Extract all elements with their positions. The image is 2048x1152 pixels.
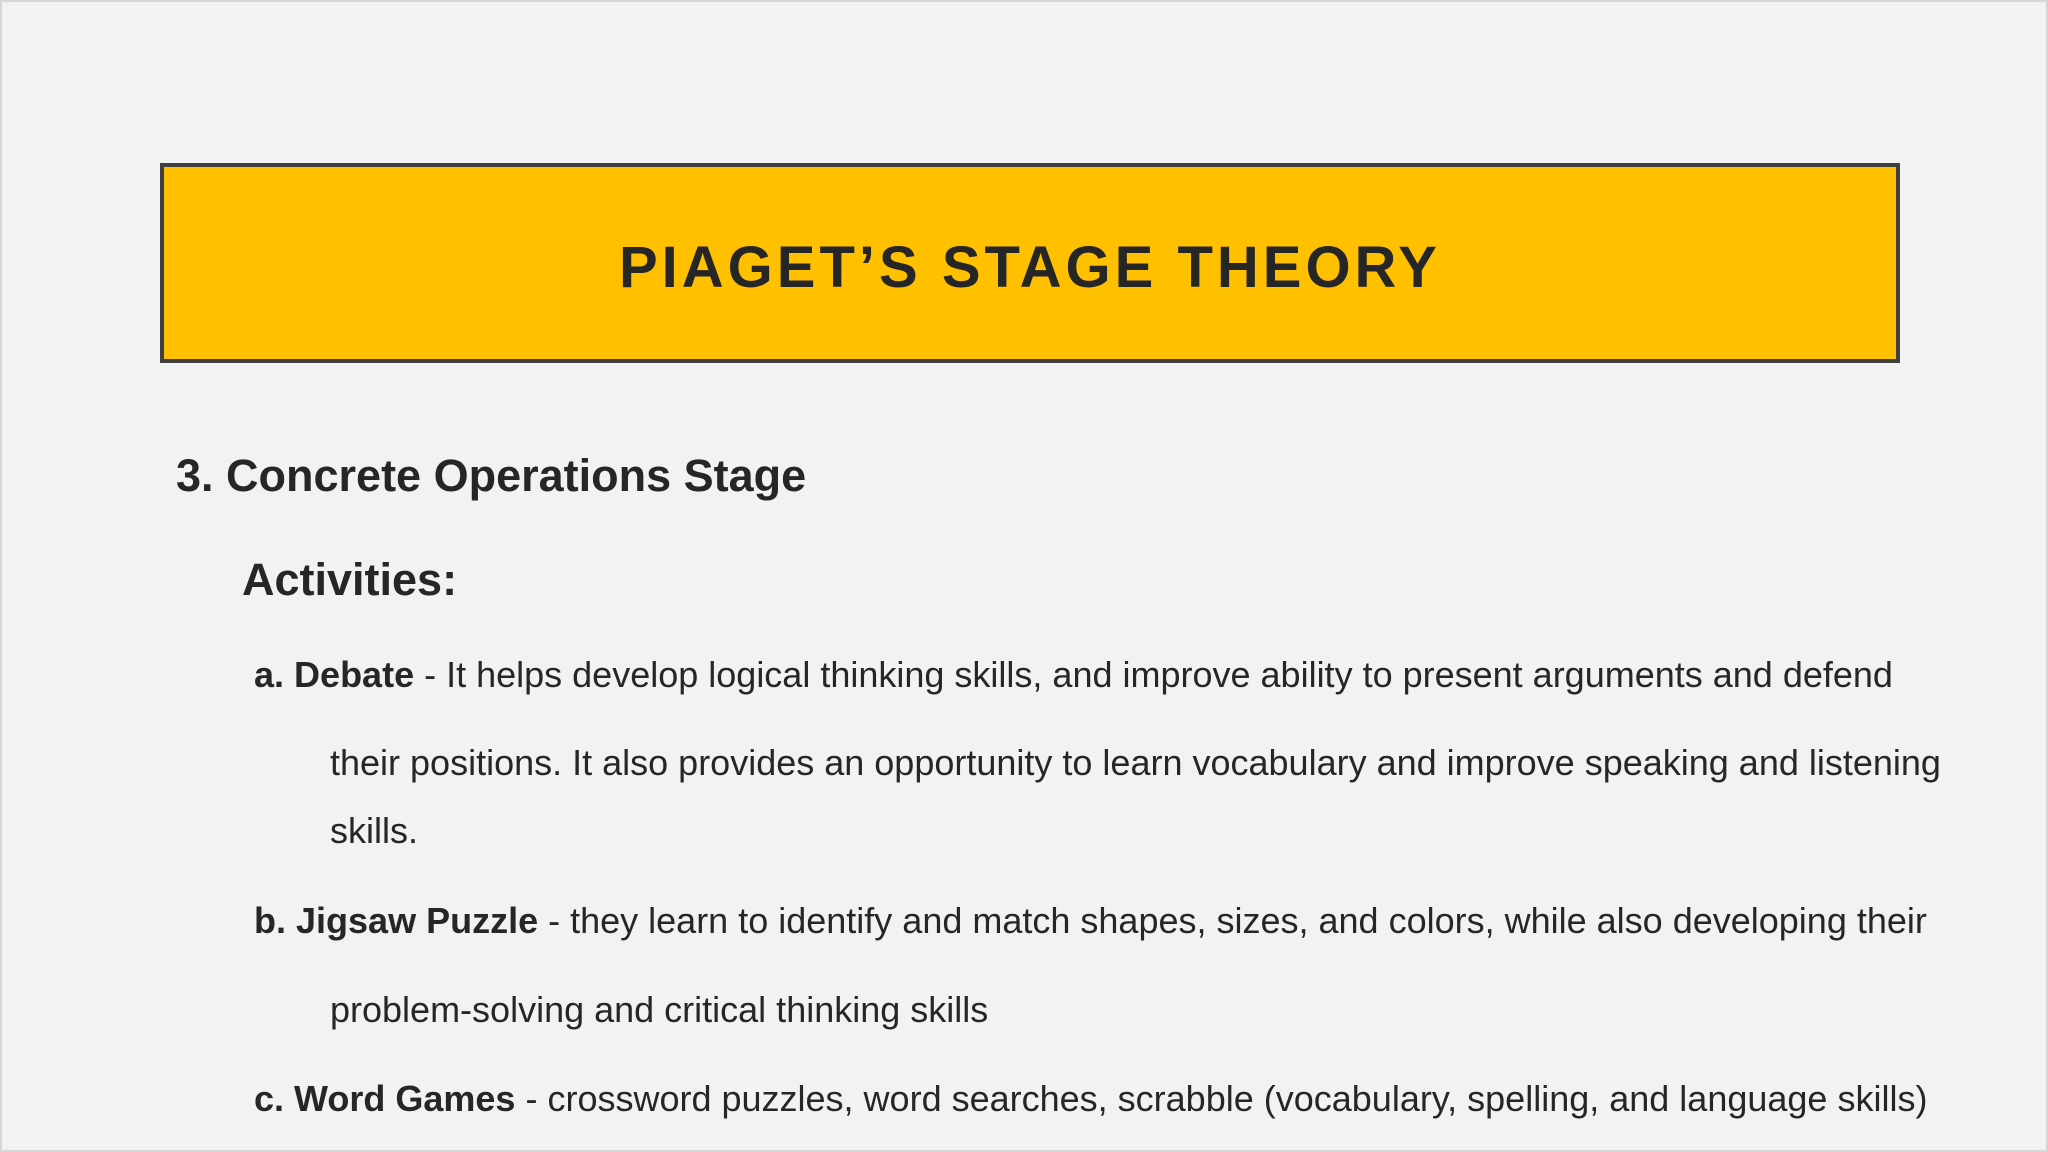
activity-term: Debate (294, 654, 415, 695)
list-item-jigsaw-puzzle (254, 900, 1927, 942)
list-marker: c. (254, 1078, 285, 1119)
activity-description-continued: their positions. It also provides an opportunity to learn vocabulary and improve speaking and listening (330, 742, 1941, 783)
list-item-word-games (254, 1078, 1927, 1120)
separator: - (538, 900, 571, 941)
activity-term: Word Games (294, 1078, 516, 1119)
separator: - (414, 654, 447, 695)
slide-title: PIAGET’S STAGE THEORY (619, 234, 1441, 300)
list-marker: a. (254, 654, 285, 695)
activity-description: they learn to identify and match shapes, sizes, and colors, while also developing their (570, 900, 1927, 941)
activity-description: It helps develop logical thinking skills, and improve ability to present arguments and defend (446, 654, 1893, 695)
list-item-debate (254, 654, 1893, 696)
activity-description-continued: problem-solving and critical thinking skills (330, 989, 989, 1030)
activity-description: crossword puzzles, word searches, scrabble (vocabulary, spelling, and language skills) (547, 1078, 1928, 1119)
stage-heading: 3. Concrete Operations Stage (176, 450, 807, 501)
activity-description-continued: skills. (330, 810, 418, 851)
activity-term: Jigsaw Puzzle (296, 900, 539, 941)
separator: - (515, 1078, 548, 1119)
activities-heading: Activities: (242, 554, 458, 605)
title-banner (160, 163, 1900, 363)
list-marker: b. (254, 900, 286, 941)
